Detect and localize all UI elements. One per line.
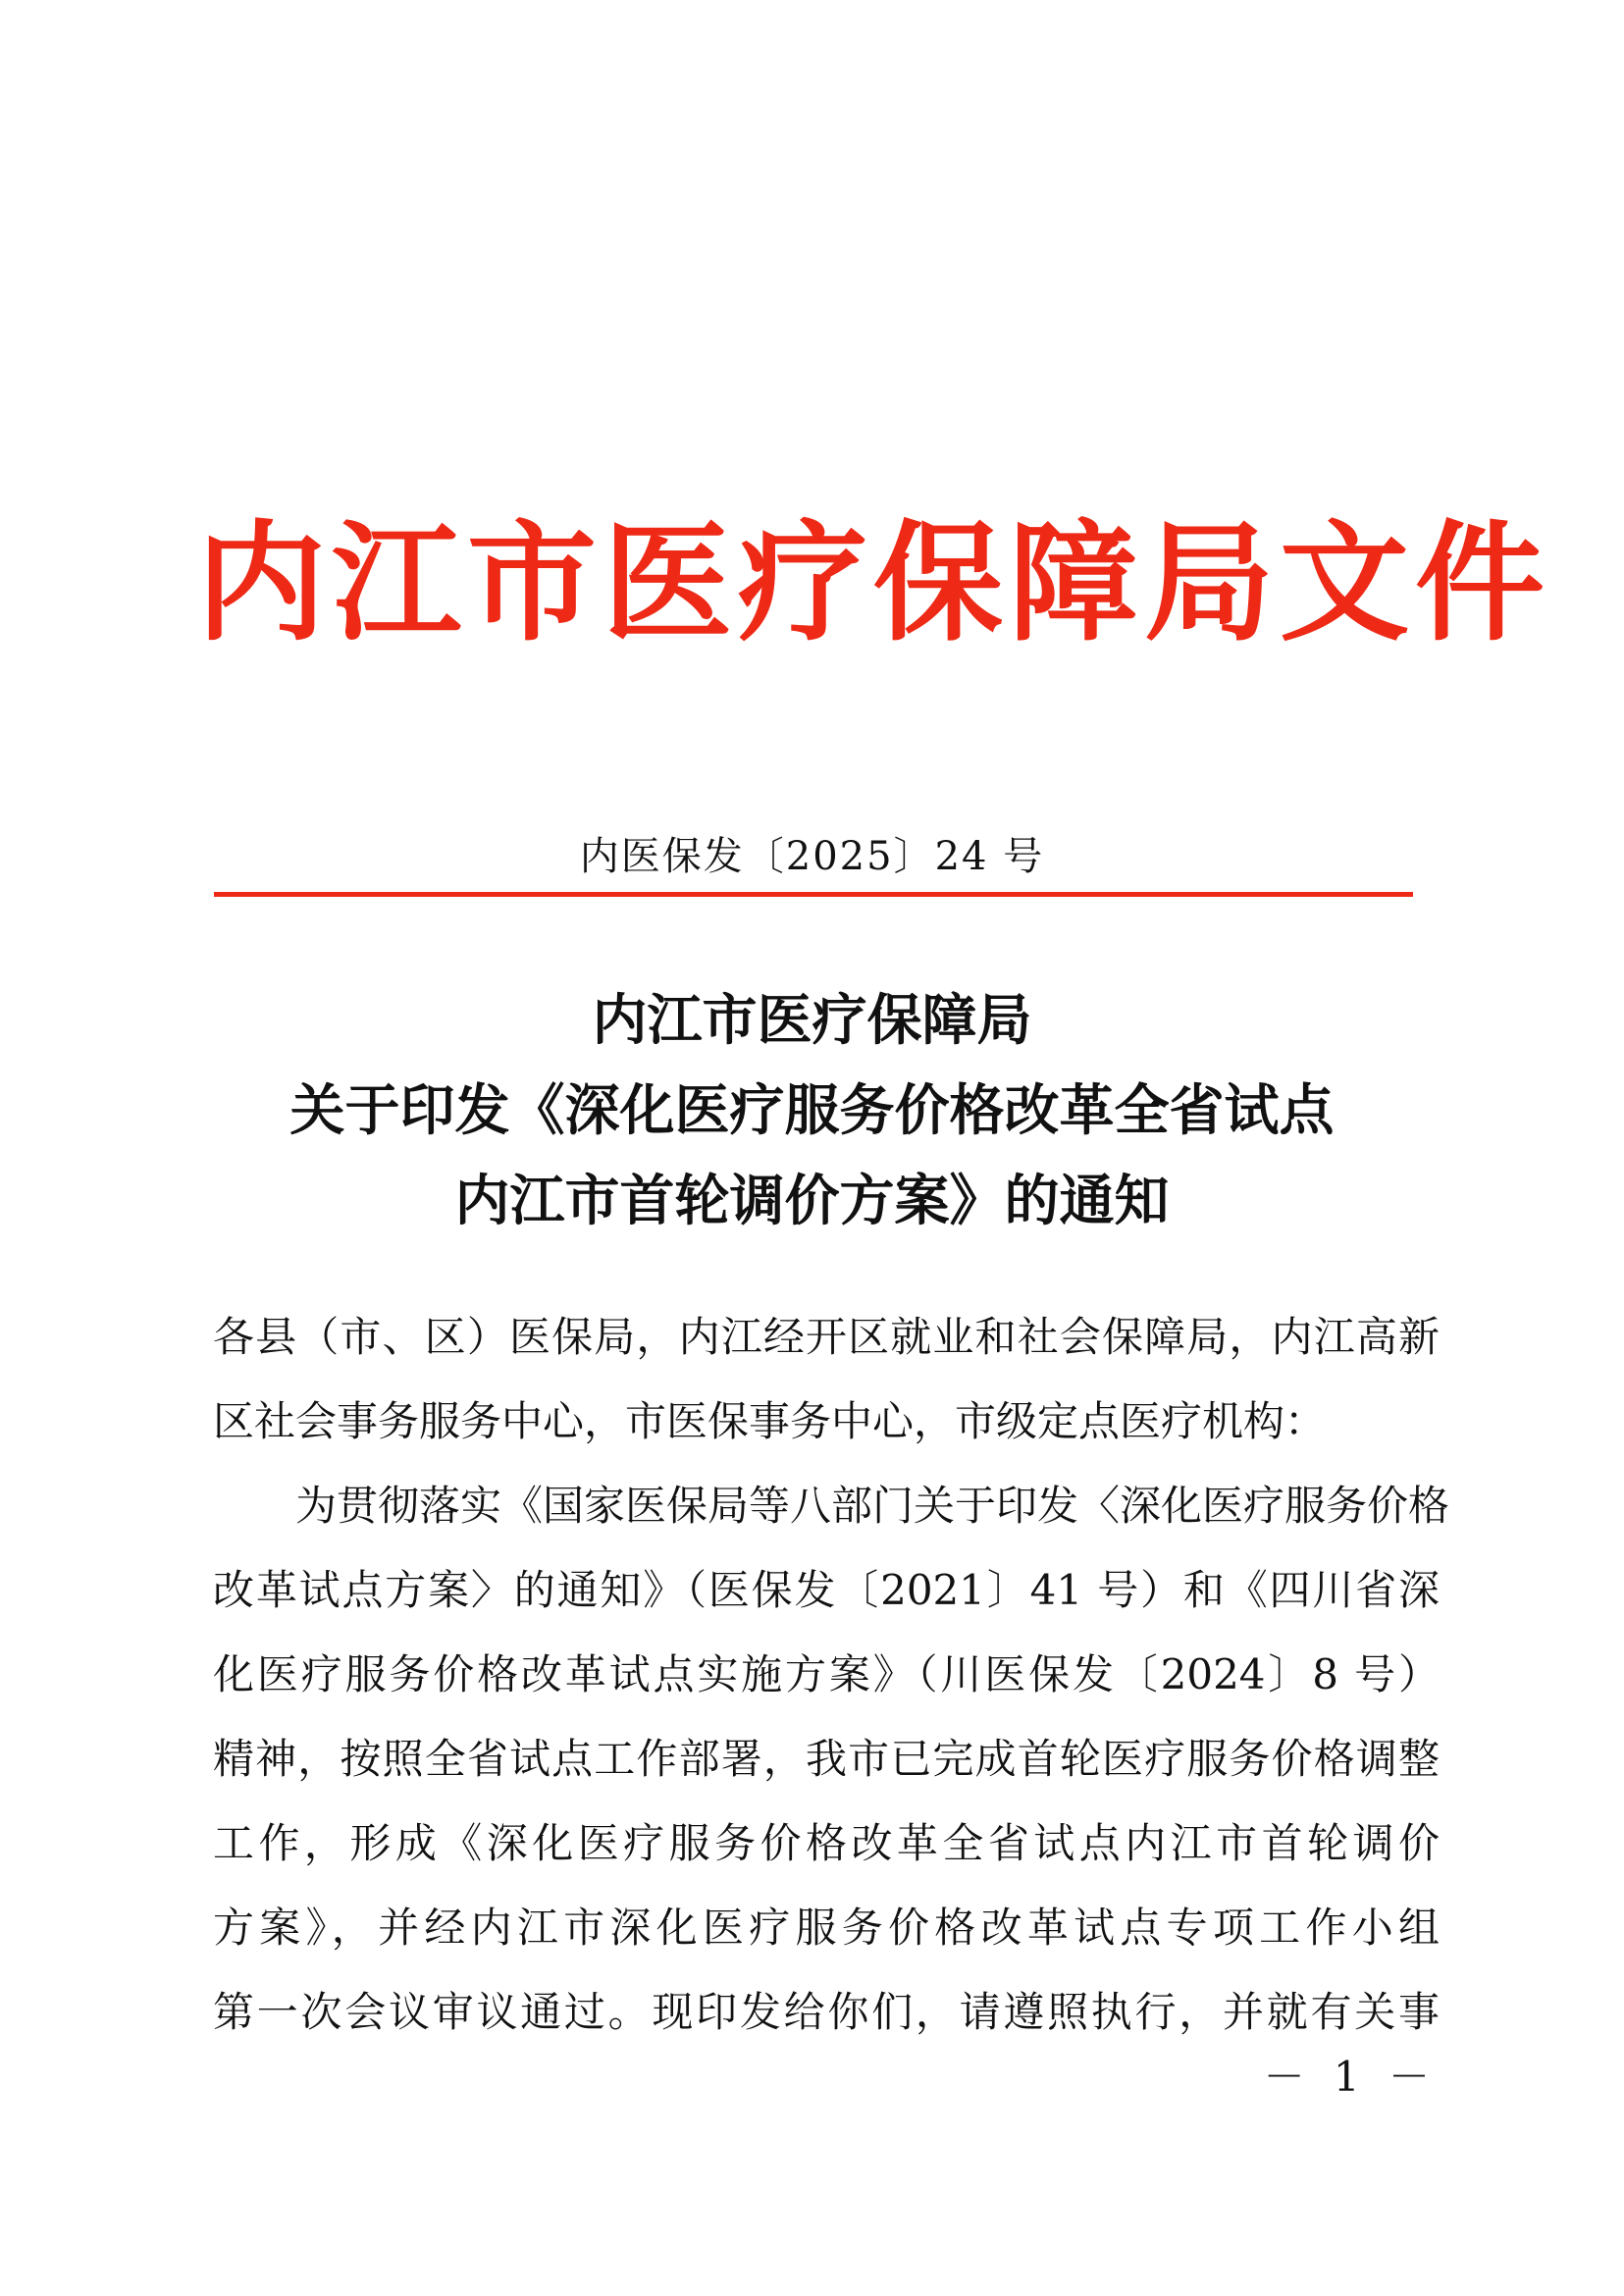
title-line-3: 内江市首轮调价方案》的通知 <box>454 1169 1170 1233</box>
document-number: 内医保发〔2025〕24 号 <box>579 834 1045 879</box>
paragraph-line: 第一次会议审议通过。现印发给你们，请遵照执行，并就有关事 <box>213 1988 1440 2036</box>
addressee-line: 区社会事务服务中心，市医保事务中心，市级定点医疗机构： <box>213 1397 1327 1445</box>
masthead-title: 内江市医疗保障局文件 <box>196 507 1550 659</box>
paragraph-line: 化医疗服务价格改革试点实施方案》（川医保发〔2024〕8 号） <box>213 1650 1440 1698</box>
title-line-1: 内江市医疗保障局 <box>592 988 1032 1053</box>
notice-title <box>147 975 1477 1246</box>
red-divider-line <box>214 892 1413 897</box>
paragraph-line: 改革试点方案〉的通知》（医保发〔2021〕41 号）和《四川省深 <box>213 1566 1440 1614</box>
page-number: － 1 － <box>1263 2053 1438 2101</box>
title-line-2: 关于印发《深化医疗服务价格改革全省试点 <box>289 1078 1335 1143</box>
body-paragraph <box>213 1464 1450 2055</box>
paragraph-line: 精神，按照全省试点工作部署，我市已完成首轮医疗服务价格调整 <box>213 1735 1440 1783</box>
paragraph-line: 为贯彻落实《国家医保局等八部门关于印发〈深化医疗服务价格 <box>295 1482 1450 1530</box>
paragraph-line: 工作，形成《深化医疗服务价格改革全省试点内江市首轮调价 <box>213 1819 1440 1867</box>
addressee-block <box>213 1295 1440 1464</box>
paragraph-line: 方案》，并经内江市深化医疗服务价格改革试点专项工作小组 <box>213 1904 1440 1952</box>
addressee-line: 各县（市、区）医保局，内江经开区就业和社会保障局，内江高新 <box>213 1313 1440 1361</box>
